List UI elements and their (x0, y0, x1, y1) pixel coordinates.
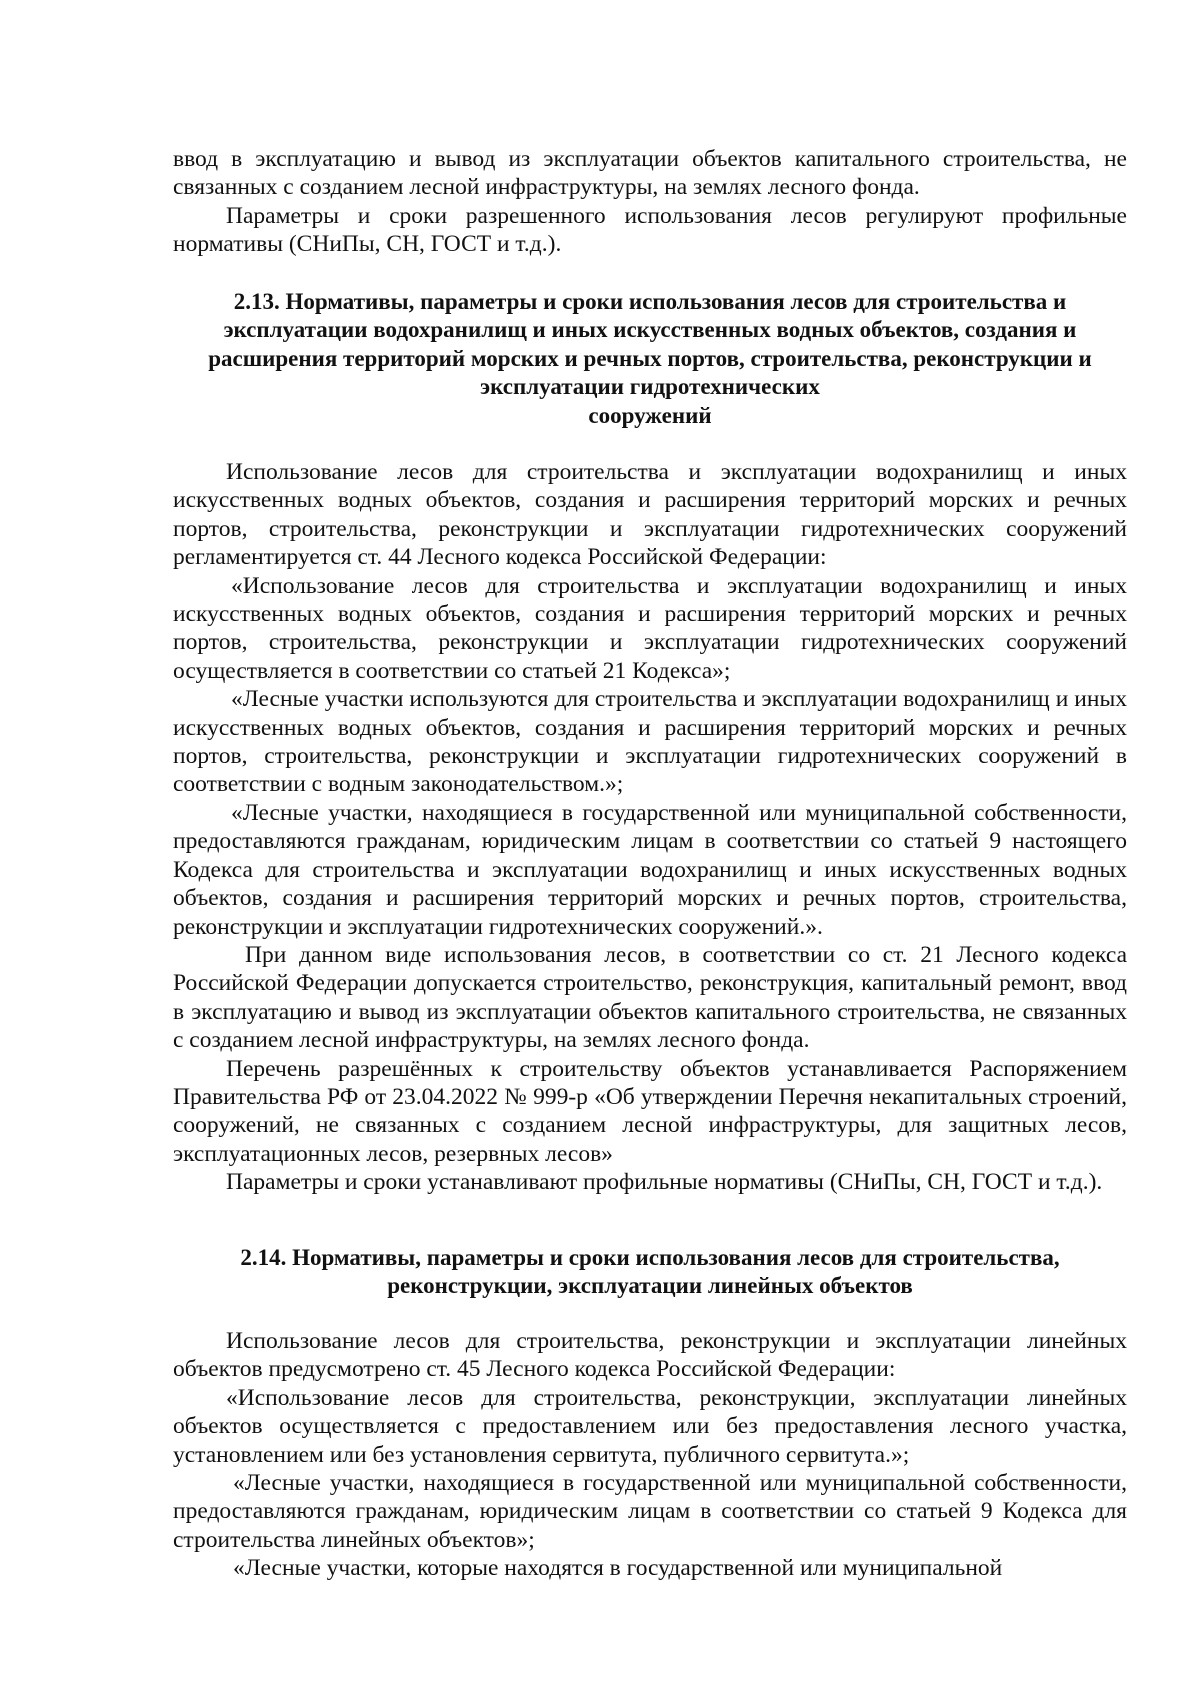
section-heading-tail: сооружений (588, 402, 712, 428)
parameters-paragraph: Параметры и сроки разрешенного использования лесов регулируют профильные нормативы (СНиПы, СН, ГОСТ и т.д.). (173, 202, 1127, 258)
body-paragraph: Перечень разрешённых к строительству объектов устанавливается Распоряжением Правительства РФ от 23.04.2022 № 999-р «Об утверждении Перечня некапитальных строений, сооружений, не связанных с созданием лесной инфраструктуры, для защитных лесов, эксплуатационных лесов, резервных лесов» (173, 1055, 1127, 1167)
section-2-14-heading (173, 1244, 1127, 1301)
body-paragraph: Использование лесов для строительства и эксплуатации водохранилищ и иных искусственных водных объектов, создания и расширения территорий морских и речных портов, строительства, реконструкции и эксплуатации гидротехнических сооружений регламентируется ст. 44 Лесного кодекса Российской Федерации: (173, 459, 1127, 571)
quote-paragraph: «Использование лесов для строительства, реконструкции, эксплуатации линейных объектов осуществляется с предоставлением или без предоставления лесного участка, установлением или без установления сервитута, публичного сервитута.»; (173, 1384, 1127, 1468)
continuation-paragraph: ввод в эксплуатацию и вывод из эксплуатации объектов капитального строительства, не связанных с созданием лесной инфраструктуры, на землях лесного фонда. (173, 146, 1127, 201)
section-2-13-heading (173, 288, 1127, 430)
section-heading: 2.14. Нормативы, параметры и сроки использования лесов для строительства, реконструкции, эксплуатации линейных объектов (240, 1245, 1060, 1299)
quote-paragraph: «Лесные участки используются для строительства и эксплуатации водохранилищ и иных искусственных водных объектов, создания и расширения территорий морских и речных портов, строительства, реконструкции и эксплуатации гидротехнических сооружений в соответствии с водным законодательством.»; (173, 686, 1127, 798)
section-heading: 2.13. Нормативы, параметры и сроки использования лесов для строительства и эксплуатации водохранилищ и иных искусственных водных объектов, создания и расширения территорий морских и речных портов, строительства, реконструкции и эксплуатации гидротехнических (208, 289, 1092, 400)
quote-paragraph: «Лесные участки, которые находятся в государственной или муниципальной (233, 1555, 1003, 1582)
continuation-block (173, 145, 1127, 259)
section-2-13-body (173, 458, 1127, 1197)
quote-paragraph: «Лесные участки, находящиеся в государственной или муниципальной собственности, предоставляются гражданам, юридическим лицам в соответствии со статьей 9 настоящего Кодекса для строительства и эксплуатации водохранилищ и иных искусственных водных объектов, создания и расширения территорий морских и речных портов, строительства, реконструкции и эксплуатации гидротехнических сооружений.». (173, 799, 1127, 940)
section-2-14-body (173, 1327, 1127, 1583)
body-paragraph: Использование лесов для строительства, реконструкции и эксплуатации линейных объектов предусмотрено ст. 45 Лесного кодекса Российской Федерации: (173, 1328, 1127, 1383)
body-paragraph: При данном виде использования лесов, в соответствии со ст. 21 Лесного кодекса Российской Федерации допускается строительство, реконструкция, капитальный ремонт, ввод в эксплуатацию и вывод из эксплуатации объектов капитального строительства, не связанных с созданием лесной инфраструктуры, на землях лесного фонда. (173, 941, 1127, 1054)
body-paragraph: Параметры и сроки устанавливают профильные нормативы (СНиПы, СН, ГОСТ и т.д.). (226, 1169, 1103, 1196)
quote-paragraph: «Использование лесов для строительства и эксплуатации водохранилищ и иных искусственных водных объектов, создания и расширения территорий морских и речных портов, строительства, реконструкции и эксплуатации гидротехнических сооружений осуществляется в соответствии со статьей 21 Кодекса»; (173, 572, 1127, 684)
quote-paragraph: «Лесные участки, находящиеся в государственной или муниципальной собственности, предоставляются гражданам, юридическим лицам в соответствии со статьей 9 Кодекса для строительства линейных объектов»; (173, 1470, 1127, 1553)
